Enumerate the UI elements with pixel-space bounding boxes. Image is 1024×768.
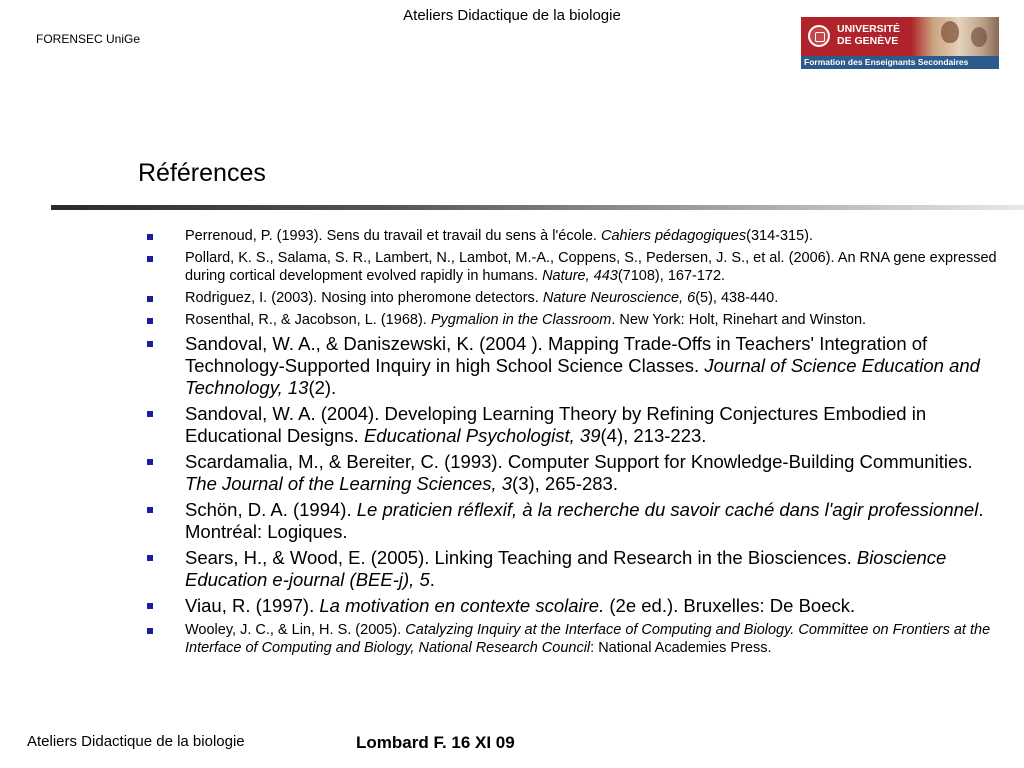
reference-item: [147, 547, 1009, 591]
reference-source: Nature, 443: [542, 268, 618, 284]
reference-item: [147, 333, 1009, 399]
slide-title: Références: [138, 159, 266, 187]
reference-source: Journal of Science Education and Technology, 13: [185, 355, 980, 398]
reference-details: . Montréal: Logiques.: [185, 499, 984, 542]
university-crest-icon: [808, 25, 830, 47]
logo-university-name: [837, 23, 900, 47]
reference-source: Pygmalion in the Classroom: [430, 312, 612, 328]
bullet-icon: [147, 555, 153, 561]
reference-text: Sandoval, W. A., & Daniszewski, K. (2004 ). Mapping Trade-Offs in Teachers' Integration of Technology-Supported Inquiry in high School Science Classes.: [185, 333, 928, 376]
footer-course-title: Ateliers Didactique de la biologie: [27, 733, 245, 750]
reference-details: .: [429, 569, 435, 590]
reference-item: [147, 403, 1009, 447]
title-divider: [51, 205, 1024, 210]
reference-text: Perrenoud, P. (1993). Sens du travail et travail du sens à l'école.: [185, 228, 601, 244]
reference-source: Bioscience Education e-journal (BEE-j), 5: [185, 547, 947, 590]
bullet-icon: [147, 341, 153, 347]
logo-university-line1: UNIVERSITÉ: [837, 23, 901, 35]
reference-source: Catalyzing Inquiry at the Interface of Computing and Biology. Committee on Frontiers at the Interface of Computing and Biology, National Research Council: [185, 622, 991, 656]
logo-photo: [911, 17, 999, 56]
reference-text: Rodriguez, I. (2003). Nosing into pheromone detectors.: [185, 290, 543, 306]
bullet-icon: [147, 459, 153, 465]
bullet-icon: [147, 628, 153, 634]
header-program-label: FORENSEC UniGe: [36, 32, 141, 46]
reference-text: Scardamalia, M., & Bereiter, C. (1993). Computer Support for Knowledge-Building Communities.: [185, 451, 973, 472]
reference-text: Pollard, K. S., Salama, S. R., Lambert, N., Lambot, M.-A., Coppens, S., Pedersen, J. S., et al. (2006). An RNA gene expressed during cortical development evolved rapidly in humans.: [185, 250, 997, 284]
reference-source: Educational Psychologist, 39: [363, 425, 601, 446]
reference-text: Viau, R. (1997).: [185, 595, 320, 616]
header-course-title: Ateliers Didactique de la biologie: [403, 7, 621, 24]
reference-item: [147, 249, 1009, 285]
reference-source: The Journal of the Learning Sciences, 3: [185, 473, 513, 494]
reference-text: Sears, H., & Wood, E. (2005). Linking Teaching and Research in the Biosciences.: [185, 547, 857, 568]
reference-source: La motivation en contexte scolaire.: [319, 595, 605, 616]
references-list: [147, 227, 1009, 661]
reference-details: (2).: [308, 377, 337, 398]
reference-item: [147, 499, 1009, 543]
reference-item: [147, 595, 1009, 617]
reference-source: Le praticien réflexif, à la recherche du savoir caché dans l'agir professionnel: [356, 499, 979, 520]
bullet-icon: [147, 507, 153, 513]
reference-text: Schön, D. A. (1994).: [185, 499, 357, 520]
bullet-icon: [147, 411, 153, 417]
bullet-icon: [147, 234, 153, 240]
bullet-icon: [147, 318, 153, 324]
footer-author-date: Lombard F. 16 XI 09: [356, 733, 515, 752]
reference-details: (4), 213-223.: [600, 425, 707, 446]
reference-item: [147, 289, 1009, 307]
logo-university-line2: DE GENÈVE: [837, 35, 899, 47]
reference-details: (7108), 167-172.: [617, 268, 726, 284]
reference-item: [147, 451, 1009, 495]
reference-item: [147, 227, 1009, 245]
reference-text: Sandoval, W. A. (2004). Developing Learning Theory by Refining Conjectures Embodied in Educational Designs.: [185, 403, 927, 446]
reference-details: (314-315).: [746, 228, 814, 244]
reference-item: [147, 311, 1009, 329]
logo-banner-text: Formation des Enseignants Secondaires: [801, 56, 999, 69]
reference-text: Wooley, J. C., & Lin, H. S. (2005).: [185, 622, 406, 638]
reference-source: Nature Neuroscience, 6: [542, 290, 696, 306]
bullet-icon: [147, 603, 153, 609]
university-logo: [801, 17, 999, 69]
bullet-icon: [147, 296, 153, 302]
reference-details: (2e ed.). Bruxelles: De Boeck.: [604, 595, 856, 616]
reference-source: Cahiers pédagogiques: [601, 228, 747, 244]
reference-details: (3), 265-283.: [512, 473, 618, 494]
bullet-icon: [147, 256, 153, 262]
reference-text: Rosenthal, R., & Jacobson, L. (1968).: [185, 312, 431, 328]
reference-details: : National Academies Press.: [590, 640, 772, 656]
reference-item: [147, 621, 1009, 657]
reference-details: . New York: Holt, Rinehart and Winston.: [611, 312, 867, 328]
reference-details: (5), 438-440.: [695, 290, 779, 306]
